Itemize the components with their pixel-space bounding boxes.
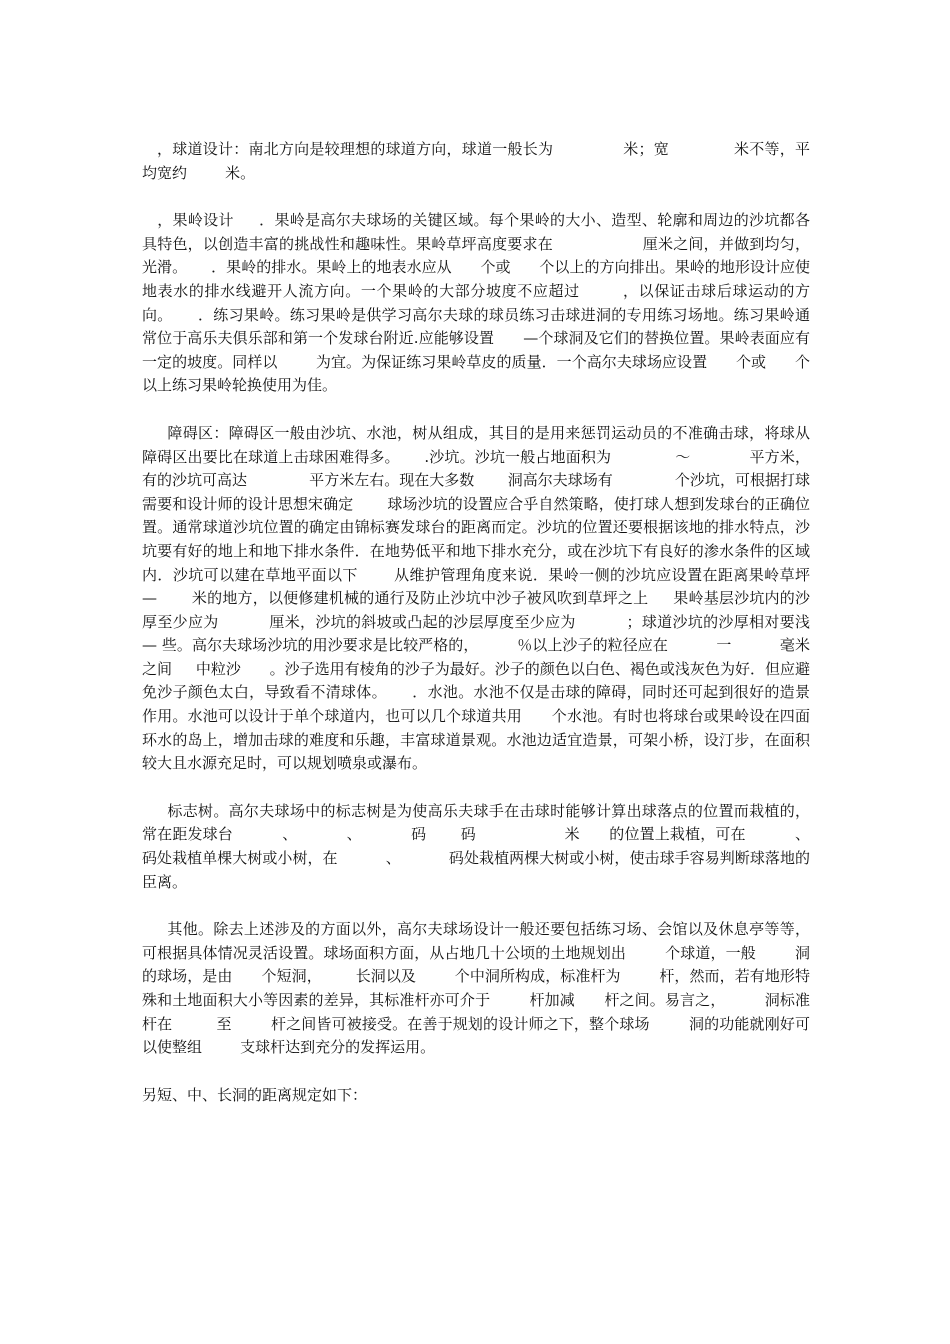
paragraph-marker-trees: 标志树。高尔夫球场中的标志树是为使高乐夫球手在击球时能够计算出球落点的位置而栽植的，常在距发球台 、 、 码 码 米 的位置上栽植，可在 、 码处栽植单棵大树或小树，在 、 码处栽植两棵大树或小树，使击球手容易判断球落地的臣离。 bbox=[142, 801, 858, 891]
paragraph-green-design: ，果岭设计 ．果岭是高尔夫球场的关键区域。每个果岭的大小、造型、轮廓和周边的沙坑都各具特色，以创造丰富的挑战性和趣味性。果岭草坪高度要求在 厘米之间，并做到均匀，光滑。 ．果岭的排水。果岭上的地表水应从 个或 个以上的方向排出。果岭的地形设计应使地表水的排水线避开人流方向。一个果岭的大部分坡度不应超过 ，以保证击球后球运动的方向。 ．练习果岭。练习果岭是供学习高尔夫球的球员练习击球进洞的专用练习场地。练习果岭通常位于高乐夫俱乐部和第一个发球台附近.应能够设置 —个球洞及它们的替换位置。果岭表面应有一定的坡度。同样以 为宜。为保证练习果岭草皮的质量．一个高尔夫球场应设置 个或 个以上练习果岭轮换使用为佳。 bbox=[142, 211, 810, 395]
paragraph-other: 其他。除去上述涉及的方面以外，高尔夫球场设计一般还要包括练习场、会馆以及休息亭等等，可根据具体情况灵活设置。球场面积方面，从占地几十公顷的土地规划出 个球道，一般 洞的球场，是由 个短洞， 长洞以及 个中洞所构成，标准杆为 杆，然而，若有地形特殊和土地面积大小等因素的差异，其标准杆亦可介于 杆加减 杆之间。易言之， 洞标准杆在 至 杆之间皆可被接受。在善于规划的设计师之下，整个球场 洞的功能就刚好可以使整组 支球杆达到充分的发挥运用。 bbox=[142, 920, 810, 1057]
paragraph-hole-distances-intro: 另短、中、长洞的距离规定如下： bbox=[142, 1085, 368, 1104]
document-body bbox=[142, 138, 858, 1107]
paragraph-hazard-area: 障碍区：障碍区一般由沙坑、水池，树从组成，其目的是用来惩罚运动员的不准确击球，将球从障碍区出要比在球道上击球困难得多。 .沙坑。沙坑一般占地面积为 ～ 平方米，有的沙坑可高达 平方米左右。现在大多数 洞高尔夫球场有 个沙坑，可根据打球需要和设计师的设计思想宋确定 球场沙坑的设置应合乎自然策略，使打球人想到发球台的正确位置。通常球道沙坑位置的确定由锦标赛发球台的距离而定。沙坑的位置还要根据该地的排水特点，沙坑要有好的地上和地下排水条件．在地势低平和地下排水充分，或在沙坑下有良好的渗水条件的区域内．沙坑可以建在草地平面以下 从维护管理角度来说．果岭一侧的沙坑应设置在距离果岭草坪 — 米的地方，以便修建机械的通行及防止沙坑中沙子被风吹到草坪之上 果岭基层沙坑内的沙厚至少应为 厘米，沙坑的斜坡或凸起的沙层厚度至少应为 ；球道沙坑的沙厚相对要浅 — 些。高尔夫球场沙坑的用沙要求是比较严格的， ％以上沙子的粒径应在 一 毫米之间 中粒沙 。沙子选用有棱角的沙子为最好。沙子的颜色以白色、褐色或浅灰色为好．但应避免沙子颜色太白，导致看不清球体。 ．水池。水池不仅是击球的障碍，同时还可起到很好的造景作用。水池可以设计于单个球道内，也可以几个球道共用 个水池。有时也将球台或果岭设在四面环水的岛上，增加击球的难度和乐趣，丰富球道景观。水池边适宜造景，可架小桥，设汀步，在面积较大且水源充足时，可以规划喷泉或瀑布。 bbox=[142, 423, 844, 773]
paragraph-fairway-design: ，球道设计：南北方向是较理想的球道方向，球道一般长为 米；宽 米不等，平均宽约 米。 bbox=[142, 140, 810, 182]
